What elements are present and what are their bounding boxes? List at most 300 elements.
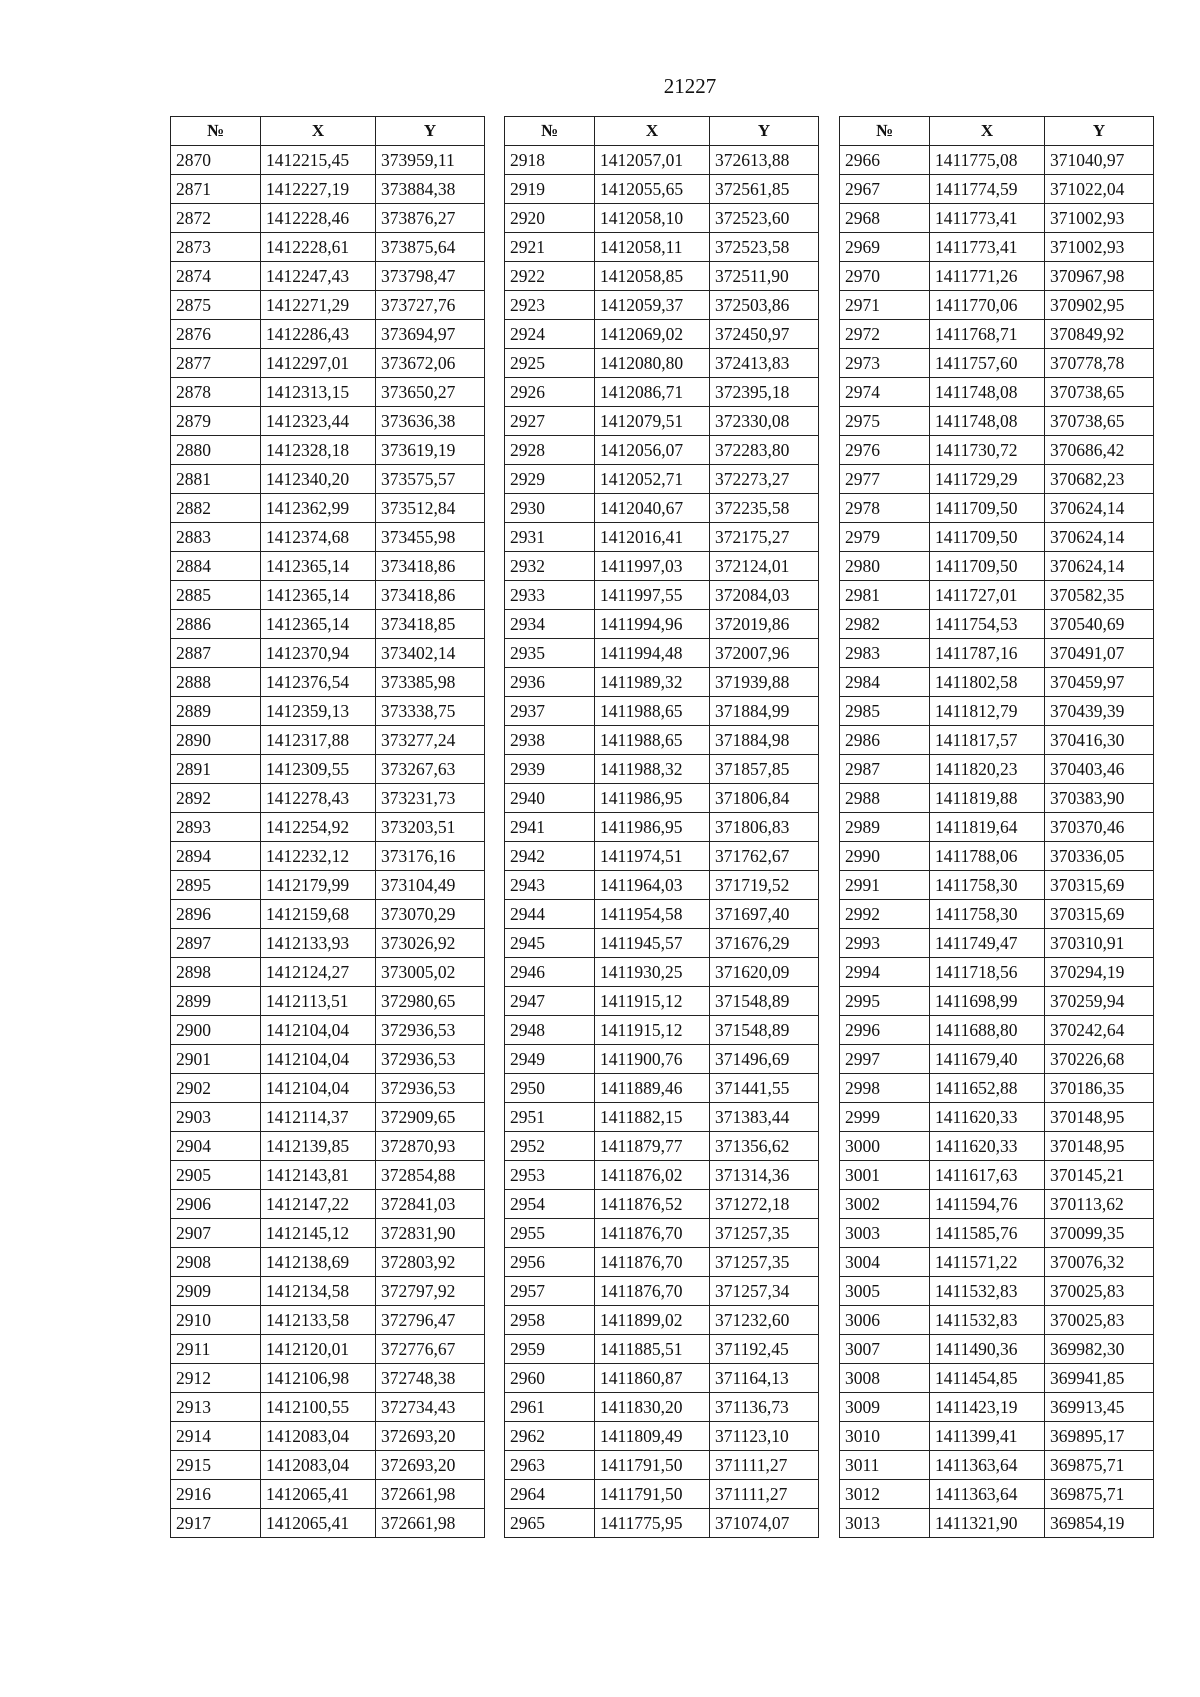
cell-y: 370148,95 bbox=[1045, 1103, 1154, 1132]
cell-y: 373798,47 bbox=[376, 262, 485, 291]
cell-number: 2900 bbox=[171, 1016, 261, 1045]
table-row bbox=[505, 1422, 819, 1451]
cell-number: 2870 bbox=[171, 146, 261, 175]
cell-x: 1412313,15 bbox=[261, 378, 376, 407]
cell-number: 2973 bbox=[840, 349, 930, 378]
table-row bbox=[840, 784, 1154, 813]
cell-number: 2984 bbox=[840, 668, 930, 697]
cell-x: 1412065,41 bbox=[261, 1509, 376, 1538]
cell-x: 1412365,14 bbox=[261, 581, 376, 610]
cell-x: 1411771,26 bbox=[930, 262, 1045, 291]
table-body bbox=[840, 146, 1154, 1538]
cell-number: 2977 bbox=[840, 465, 930, 494]
table-header-row bbox=[171, 117, 485, 146]
cell-number: 2905 bbox=[171, 1161, 261, 1190]
cell-x: 1411900,76 bbox=[595, 1045, 710, 1074]
cell-number: 2874 bbox=[171, 262, 261, 291]
cell-number: 2981 bbox=[840, 581, 930, 610]
cell-x: 1411698,99 bbox=[930, 987, 1045, 1016]
cell-y: 373402,14 bbox=[376, 639, 485, 668]
cell-number: 2888 bbox=[171, 668, 261, 697]
cell-x: 1411945,57 bbox=[595, 929, 710, 958]
cell-x: 1412040,67 bbox=[595, 494, 710, 523]
cell-y: 371022,04 bbox=[1045, 175, 1154, 204]
cell-y: 369875,71 bbox=[1045, 1480, 1154, 1509]
table-row bbox=[171, 1509, 485, 1538]
cell-y: 371111,27 bbox=[710, 1480, 819, 1509]
cell-y: 372936,53 bbox=[376, 1074, 485, 1103]
cell-y: 370491,07 bbox=[1045, 639, 1154, 668]
cell-y: 372796,47 bbox=[376, 1306, 485, 1335]
cell-x: 1411915,12 bbox=[595, 1016, 710, 1045]
table-row bbox=[505, 291, 819, 320]
cell-x: 1412145,12 bbox=[261, 1219, 376, 1248]
cell-y: 373267,63 bbox=[376, 755, 485, 784]
table-row bbox=[840, 610, 1154, 639]
table-row bbox=[505, 610, 819, 639]
cell-x: 1411774,59 bbox=[930, 175, 1045, 204]
table-row bbox=[505, 1248, 819, 1277]
cell-x: 1412056,07 bbox=[595, 436, 710, 465]
cell-y: 370259,94 bbox=[1045, 987, 1154, 1016]
cell-x: 1411748,08 bbox=[930, 407, 1045, 436]
table-row bbox=[840, 726, 1154, 755]
table-row bbox=[171, 929, 485, 958]
table-row bbox=[171, 465, 485, 494]
table-row bbox=[840, 407, 1154, 436]
table-row bbox=[171, 639, 485, 668]
table-row bbox=[840, 929, 1154, 958]
cell-number: 2908 bbox=[171, 1248, 261, 1277]
table-row bbox=[840, 1335, 1154, 1364]
cell-number: 2975 bbox=[840, 407, 930, 436]
table-row bbox=[171, 1190, 485, 1219]
cell-x: 1412317,88 bbox=[261, 726, 376, 755]
cell-y: 371548,89 bbox=[710, 1016, 819, 1045]
table-header-row bbox=[840, 117, 1154, 146]
table-row bbox=[171, 1451, 485, 1480]
table-row bbox=[171, 1161, 485, 1190]
cell-number: 2941 bbox=[505, 813, 595, 842]
table-row bbox=[171, 581, 485, 610]
cell-number: 2912 bbox=[171, 1364, 261, 1393]
cell-number: 2893 bbox=[171, 813, 261, 842]
cell-x: 1412080,80 bbox=[595, 349, 710, 378]
cell-number: 2938 bbox=[505, 726, 595, 755]
table-row bbox=[840, 436, 1154, 465]
table-row bbox=[840, 697, 1154, 726]
table-row bbox=[505, 581, 819, 610]
cell-x: 1411617,63 bbox=[930, 1161, 1045, 1190]
page-number: 21227 bbox=[663, 74, 717, 98]
cell-y: 370315,69 bbox=[1045, 871, 1154, 900]
cell-number: 2927 bbox=[505, 407, 595, 436]
cell-y: 372936,53 bbox=[376, 1045, 485, 1074]
cell-y: 370738,65 bbox=[1045, 407, 1154, 436]
cell-number: 2963 bbox=[505, 1451, 595, 1480]
cell-number: 2931 bbox=[505, 523, 595, 552]
cell-number: 2964 bbox=[505, 1480, 595, 1509]
cell-y: 370336,05 bbox=[1045, 842, 1154, 871]
table-row bbox=[840, 900, 1154, 929]
cell-x: 1412228,46 bbox=[261, 204, 376, 233]
cell-number: 2968 bbox=[840, 204, 930, 233]
table-row bbox=[505, 233, 819, 262]
cell-x: 1411773,41 bbox=[930, 204, 1045, 233]
cell-y: 372511,90 bbox=[710, 262, 819, 291]
cell-y: 373385,98 bbox=[376, 668, 485, 697]
cell-number: 2930 bbox=[505, 494, 595, 523]
cell-y: 369854,19 bbox=[1045, 1509, 1154, 1538]
cell-y: 370310,91 bbox=[1045, 929, 1154, 958]
cell-x: 1412086,71 bbox=[595, 378, 710, 407]
table-row bbox=[505, 639, 819, 668]
table-row bbox=[171, 407, 485, 436]
cell-number: 2923 bbox=[505, 291, 595, 320]
cell-y: 373231,73 bbox=[376, 784, 485, 813]
table-row bbox=[840, 291, 1154, 320]
cell-x: 1411775,08 bbox=[930, 146, 1045, 175]
cell-number: 2913 bbox=[171, 1393, 261, 1422]
cell-x: 1412069,02 bbox=[595, 320, 710, 349]
cell-x: 1411876,70 bbox=[595, 1248, 710, 1277]
cell-x: 1411879,77 bbox=[595, 1132, 710, 1161]
cell-y: 369875,71 bbox=[1045, 1451, 1154, 1480]
cell-number: 2990 bbox=[840, 842, 930, 871]
table-row bbox=[171, 784, 485, 813]
table-body bbox=[171, 146, 485, 1538]
table-row bbox=[171, 1480, 485, 1509]
cell-x: 1412055,65 bbox=[595, 175, 710, 204]
cell-y: 371257,35 bbox=[710, 1248, 819, 1277]
cell-x: 1412138,69 bbox=[261, 1248, 376, 1277]
cell-y: 373418,86 bbox=[376, 581, 485, 610]
cell-y: 372175,27 bbox=[710, 523, 819, 552]
cell-number: 2907 bbox=[171, 1219, 261, 1248]
cell-number: 2995 bbox=[840, 987, 930, 1016]
table-row bbox=[505, 436, 819, 465]
cell-number: 2998 bbox=[840, 1074, 930, 1103]
header-number: № bbox=[840, 117, 930, 146]
cell-number: 2891 bbox=[171, 755, 261, 784]
table-row bbox=[505, 1480, 819, 1509]
table-row bbox=[840, 1393, 1154, 1422]
cell-number: 2949 bbox=[505, 1045, 595, 1074]
cell-y: 371620,09 bbox=[710, 958, 819, 987]
table-body bbox=[505, 146, 819, 1538]
header-y: Y bbox=[710, 117, 819, 146]
cell-number: 2915 bbox=[171, 1451, 261, 1480]
cell-x: 1412057,01 bbox=[595, 146, 710, 175]
table-row bbox=[171, 668, 485, 697]
cell-x: 1411770,06 bbox=[930, 291, 1045, 320]
cell-number: 2960 bbox=[505, 1364, 595, 1393]
cell-number: 2980 bbox=[840, 552, 930, 581]
table-row bbox=[171, 1132, 485, 1161]
cell-number: 2904 bbox=[171, 1132, 261, 1161]
cell-x: 1411986,95 bbox=[595, 784, 710, 813]
cell-x: 1411817,57 bbox=[930, 726, 1045, 755]
table-row bbox=[840, 668, 1154, 697]
cell-number: 2903 bbox=[171, 1103, 261, 1132]
cell-number: 2878 bbox=[171, 378, 261, 407]
cell-x: 1411791,50 bbox=[595, 1451, 710, 1480]
cell-x: 1411363,64 bbox=[930, 1451, 1045, 1480]
cell-y: 371232,60 bbox=[710, 1306, 819, 1335]
cell-x: 1411321,90 bbox=[930, 1509, 1045, 1538]
cell-number: 2876 bbox=[171, 320, 261, 349]
cell-x: 1411729,29 bbox=[930, 465, 1045, 494]
cell-number: 2952 bbox=[505, 1132, 595, 1161]
table-row bbox=[171, 1364, 485, 1393]
cell-x: 1412271,29 bbox=[261, 291, 376, 320]
cell-y: 372450,97 bbox=[710, 320, 819, 349]
cell-x: 1411860,87 bbox=[595, 1364, 710, 1393]
cell-x: 1412147,22 bbox=[261, 1190, 376, 1219]
cell-y: 373694,97 bbox=[376, 320, 485, 349]
cell-number: 2951 bbox=[505, 1103, 595, 1132]
table-row bbox=[840, 1364, 1154, 1393]
cell-number: 2944 bbox=[505, 900, 595, 929]
table-row bbox=[840, 842, 1154, 871]
table-row bbox=[171, 552, 485, 581]
cell-x: 1411885,51 bbox=[595, 1335, 710, 1364]
cell-x: 1411889,46 bbox=[595, 1074, 710, 1103]
cell-number: 2972 bbox=[840, 320, 930, 349]
cell-number: 2991 bbox=[840, 871, 930, 900]
table-row bbox=[840, 1190, 1154, 1219]
header-x: X bbox=[930, 117, 1045, 146]
table-row bbox=[505, 697, 819, 726]
cell-y: 373672,06 bbox=[376, 349, 485, 378]
cell-number: 2950 bbox=[505, 1074, 595, 1103]
cell-number: 2971 bbox=[840, 291, 930, 320]
cell-number: 2948 bbox=[505, 1016, 595, 1045]
table-row bbox=[171, 1248, 485, 1277]
cell-x: 1411775,95 bbox=[595, 1509, 710, 1538]
cell-x: 1411532,83 bbox=[930, 1277, 1045, 1306]
table-row bbox=[171, 1393, 485, 1422]
table-row bbox=[171, 871, 485, 900]
cell-y: 373277,24 bbox=[376, 726, 485, 755]
cell-x: 1412359,13 bbox=[261, 697, 376, 726]
table-row bbox=[171, 1219, 485, 1248]
cell-y: 371884,98 bbox=[710, 726, 819, 755]
cell-y: 370459,97 bbox=[1045, 668, 1154, 697]
cell-x: 1412133,93 bbox=[261, 929, 376, 958]
cell-y: 373418,85 bbox=[376, 610, 485, 639]
cell-y: 373727,76 bbox=[376, 291, 485, 320]
cell-x: 1411988,65 bbox=[595, 726, 710, 755]
cell-y: 372870,93 bbox=[376, 1132, 485, 1161]
cell-x: 1411997,55 bbox=[595, 581, 710, 610]
cell-x: 1412058,11 bbox=[595, 233, 710, 262]
cell-x: 1411594,76 bbox=[930, 1190, 1045, 1219]
cell-number: 2997 bbox=[840, 1045, 930, 1074]
cell-number: 2887 bbox=[171, 639, 261, 668]
cell-number: 2916 bbox=[171, 1480, 261, 1509]
table-row bbox=[171, 1103, 485, 1132]
cell-number: 2879 bbox=[171, 407, 261, 436]
table-row bbox=[840, 378, 1154, 407]
cell-number: 2974 bbox=[840, 378, 930, 407]
cell-y: 373876,27 bbox=[376, 204, 485, 233]
table-row bbox=[840, 465, 1154, 494]
cell-y: 371548,89 bbox=[710, 987, 819, 1016]
cell-x: 1411754,53 bbox=[930, 610, 1045, 639]
cell-y: 370902,95 bbox=[1045, 291, 1154, 320]
table-row bbox=[171, 813, 485, 842]
table-row bbox=[840, 1451, 1154, 1480]
cell-number: 2988 bbox=[840, 784, 930, 813]
cell-number: 2932 bbox=[505, 552, 595, 581]
cell-x: 1411620,33 bbox=[930, 1132, 1045, 1161]
cell-number: 2885 bbox=[171, 581, 261, 610]
cell-number: 2895 bbox=[171, 871, 261, 900]
table-row bbox=[171, 291, 485, 320]
cell-x: 1412133,58 bbox=[261, 1306, 376, 1335]
cell-x: 1411423,19 bbox=[930, 1393, 1045, 1422]
cell-x: 1412134,58 bbox=[261, 1277, 376, 1306]
cell-x: 1412365,14 bbox=[261, 610, 376, 639]
cell-y: 372854,88 bbox=[376, 1161, 485, 1190]
cell-y: 373650,27 bbox=[376, 378, 485, 407]
table-row bbox=[171, 610, 485, 639]
cell-x: 1412100,55 bbox=[261, 1393, 376, 1422]
cell-x: 1411758,30 bbox=[930, 871, 1045, 900]
cell-y: 371719,52 bbox=[710, 871, 819, 900]
cell-x: 1412297,01 bbox=[261, 349, 376, 378]
table-row bbox=[171, 987, 485, 1016]
cell-number: 2982 bbox=[840, 610, 930, 639]
table-row bbox=[505, 1190, 819, 1219]
table-row bbox=[171, 204, 485, 233]
header-number: № bbox=[171, 117, 261, 146]
header-x: X bbox=[595, 117, 710, 146]
cell-x: 1411954,58 bbox=[595, 900, 710, 929]
cell-number: 2917 bbox=[171, 1509, 261, 1538]
table-row bbox=[840, 552, 1154, 581]
cell-y: 373338,75 bbox=[376, 697, 485, 726]
table-row bbox=[171, 146, 485, 175]
cell-number: 2994 bbox=[840, 958, 930, 987]
cell-number: 3004 bbox=[840, 1248, 930, 1277]
table-row bbox=[505, 1161, 819, 1190]
table-row bbox=[840, 1103, 1154, 1132]
cell-y: 370148,95 bbox=[1045, 1132, 1154, 1161]
table-row bbox=[840, 1248, 1154, 1277]
cell-x: 1412232,12 bbox=[261, 842, 376, 871]
table-row bbox=[171, 349, 485, 378]
cell-y: 373636,38 bbox=[376, 407, 485, 436]
cell-number: 2898 bbox=[171, 958, 261, 987]
cell-number: 2993 bbox=[840, 929, 930, 958]
cell-number: 2901 bbox=[171, 1045, 261, 1074]
cell-x: 1412104,04 bbox=[261, 1074, 376, 1103]
cell-y: 370370,46 bbox=[1045, 813, 1154, 842]
cell-number: 2937 bbox=[505, 697, 595, 726]
cell-number: 2961 bbox=[505, 1393, 595, 1422]
cell-x: 1412227,19 bbox=[261, 175, 376, 204]
cell-number: 2978 bbox=[840, 494, 930, 523]
cell-x: 1411899,02 bbox=[595, 1306, 710, 1335]
table-row bbox=[505, 1451, 819, 1480]
table-row bbox=[840, 958, 1154, 987]
cell-x: 1411679,40 bbox=[930, 1045, 1045, 1074]
cell-y: 371441,55 bbox=[710, 1074, 819, 1103]
cell-number: 2940 bbox=[505, 784, 595, 813]
cell-number: 2958 bbox=[505, 1306, 595, 1335]
cell-x: 1412083,04 bbox=[261, 1451, 376, 1480]
cell-x: 1412113,51 bbox=[261, 987, 376, 1016]
cell-y: 370403,46 bbox=[1045, 755, 1154, 784]
cell-x: 1411802,58 bbox=[930, 668, 1045, 697]
cell-y: 370383,90 bbox=[1045, 784, 1154, 813]
cell-y: 371136,73 bbox=[710, 1393, 819, 1422]
cell-y: 370099,35 bbox=[1045, 1219, 1154, 1248]
table-row bbox=[840, 1277, 1154, 1306]
table-row bbox=[505, 1335, 819, 1364]
cell-x: 1411809,49 bbox=[595, 1422, 710, 1451]
cell-number: 2924 bbox=[505, 320, 595, 349]
table-row bbox=[171, 726, 485, 755]
table-row bbox=[505, 755, 819, 784]
cell-y: 370145,21 bbox=[1045, 1161, 1154, 1190]
cell-y: 371806,83 bbox=[710, 813, 819, 842]
table-row bbox=[505, 1306, 819, 1335]
cell-x: 1412340,20 bbox=[261, 465, 376, 494]
cell-number: 2873 bbox=[171, 233, 261, 262]
table-row bbox=[505, 813, 819, 842]
cell-number: 3013 bbox=[840, 1509, 930, 1538]
table-row bbox=[840, 1306, 1154, 1335]
table-row bbox=[505, 1016, 819, 1045]
cell-x: 1411930,25 bbox=[595, 958, 710, 987]
cell-x: 1412104,04 bbox=[261, 1016, 376, 1045]
cell-number: 2979 bbox=[840, 523, 930, 552]
cell-x: 1411620,33 bbox=[930, 1103, 1045, 1132]
cell-x: 1412215,45 bbox=[261, 146, 376, 175]
cell-number: 2939 bbox=[505, 755, 595, 784]
cell-number: 2929 bbox=[505, 465, 595, 494]
cell-y: 373959,11 bbox=[376, 146, 485, 175]
cell-x: 1412254,92 bbox=[261, 813, 376, 842]
table-row bbox=[505, 1103, 819, 1132]
table-row bbox=[171, 697, 485, 726]
cell-y: 370738,65 bbox=[1045, 378, 1154, 407]
table-row bbox=[840, 146, 1154, 175]
cell-x: 1412052,71 bbox=[595, 465, 710, 494]
cell-y: 373005,02 bbox=[376, 958, 485, 987]
table-row bbox=[171, 262, 485, 291]
cell-x: 1412058,10 bbox=[595, 204, 710, 233]
cell-x: 1412059,37 bbox=[595, 291, 710, 320]
cell-number: 2983 bbox=[840, 639, 930, 668]
cell-number: 3008 bbox=[840, 1364, 930, 1393]
table-row bbox=[840, 233, 1154, 262]
cell-x: 1412079,51 bbox=[595, 407, 710, 436]
table-row bbox=[840, 204, 1154, 233]
cell-y: 372776,67 bbox=[376, 1335, 485, 1364]
cell-y: 371857,85 bbox=[710, 755, 819, 784]
table-row bbox=[171, 1335, 485, 1364]
cell-number: 2877 bbox=[171, 349, 261, 378]
cell-x: 1412106,98 bbox=[261, 1364, 376, 1393]
table-row bbox=[840, 349, 1154, 378]
table-row bbox=[505, 900, 819, 929]
cell-y: 371762,67 bbox=[710, 842, 819, 871]
coordinates-table-1 bbox=[170, 116, 485, 1538]
